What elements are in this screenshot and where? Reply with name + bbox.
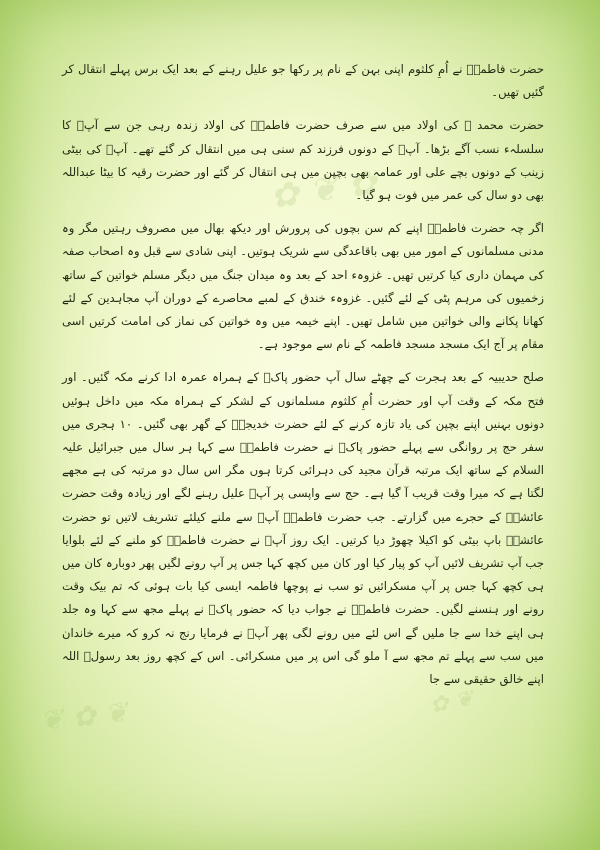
background-watermark: ❦ ✿ ❦ — [38, 695, 130, 738]
paragraph-1: حضرت فاطمہؓ نے اُمِ کلثوم اپنی بہن کے نام پر رکھا جو علیل رہنے کے بعد ایک برس پہلے انتقال کر گئیں تھیں۔ — [62, 62, 544, 100]
paragraph-2: حضرت محمد ﷺ کی اولاد میں سے صرف حضرت فاطمہؓ کی اولاد زندہ رہی جن سے آپؐ کا سلسلہء نسب آگے بڑھا۔ آپؐ کے دونوں فرزند کم سنی ہی میں انتقال کر گئے تھے۔ آپؐ کی بیٹی زینب کے دونوں بچے علی اور عمامہ بھی بچپن میں ہی انتقال کر گئے اور حضرت رقیہ کا بیٹا عبداللہ بھی دو سال کی عمر میں فوت ہو گیا۔ — [62, 118, 544, 203]
background-watermark: ✿ ❦ ✿ — [267, 162, 380, 218]
paragraph-4: صلح حدیبیہ کے بعد ہجرت کے چھٹے سال آپ حضور پاکؐ کے ہمراہ عمرہ ادا کرنے مکہ گئیں۔ اور فتح مکہ کے وقت آپ اور حضرت اُمِ کلثوم مسلمانوں کے لشکر کے ہمراہ مکہ میں داخل ہوئیں دونوں بہنیں اپنے بچپن کی یاد تازہ کرنے کے لئے حضرت خدیجہؓ کے گھر بھی گئیں۔ ۱۰ ہجری میں سفر حج پر روانگی سے پہلے حضور پاکؐ نے حضرت فاطمہؓ سے کہا ہر سال میں جبرائیل علیہ السلام کے ساتھ ایک مرتبہ قرآن مجید کی دہرائی کرتا ہوں مگر اس سال دو مرتبہ کی ہے مجھے لگتا ہے کہ میرا وقت قریب آ گیا ہے۔ حج سے واپسی پر آپؐ علیل رہنے لگے اور زیادہ وقت حضرت عائشہؓ کے حجرے میں گزارتے۔ جب حضرت فاطمہؓ آپؐ سے ملنے کیلئے تشریف لاتیں تو حضرت عائشہؓ باپ بیٹی کو اکیلا چھوڑ دیا کرتیں۔ ایک روز آپؐ نے حضرت فاطمہؓ کو ملنے کے لئے بلوایا جب آپ تشریف لائیں آپ کو پیار کیا اور کان میں کچھ کہا جس پر آپ رونے لگیں پھر دوبارہ کان میں ہی کچھ کہا جس پر آپ مسکرائیں تو سب نے پوچھا فاطمہ ایسی کیا بات ہوئی کہ تم بیک وقت رونے اور ہنسنے لگیں۔ حضرت فاطمہؓ نے جواب دیا کہ حضور پاکؐ نے پہلے مجھ سے کہا وہ جلد ہی اپنے خدا سے جا ملیں گے اس لئے میں رونے لگی پھر آپؐ نے فرمایا رنج نہ کرو کہ میرے خاندان میں سب سے پہلے تم مجھ سے آ ملو گی اس پر میں مسکرائی۔ اس کے کچھ روز بعد رسولؐ اللہ اپنے خالق حقیقی سے جا — [62, 370, 544, 687]
background-watermark: ✿ ❦ — [428, 686, 476, 719]
paragraph-3: اگر چہ حضرت فاطمہؓ اپنے کم سن بچوں کی پرورش اور دیکھ بھال میں مصروف رہتیں مگر وہ مدنی مسلمانوں کے امور میں بھی باقاعدگی سے شریک ہوتیں۔ اپنی شادی سے قبل وہ اصحاب صفہ کی مہمان داری کیا کرتیں تھیں۔ غزوہء احد کے بعد وہ میدان جنگ میں دیگر مسلم خواتین کے ساتھ زخمیوں کی مرہم پٹی کے لئے گئیں۔ غزوہء خندق کے لمبے محاصرے کے دوران آپ مجاہدین کے لئے کھانا پکانے والی خواتین میں شامل تھیں۔ اپنے خیمہ میں وہ خواتین کی نماز کی امامت کرتیں اسی مقام پر آج ایک مسجد مسجد فاطمہ کے نام سے موجود ہے۔ — [62, 221, 544, 352]
article-body — [62, 58, 544, 701]
